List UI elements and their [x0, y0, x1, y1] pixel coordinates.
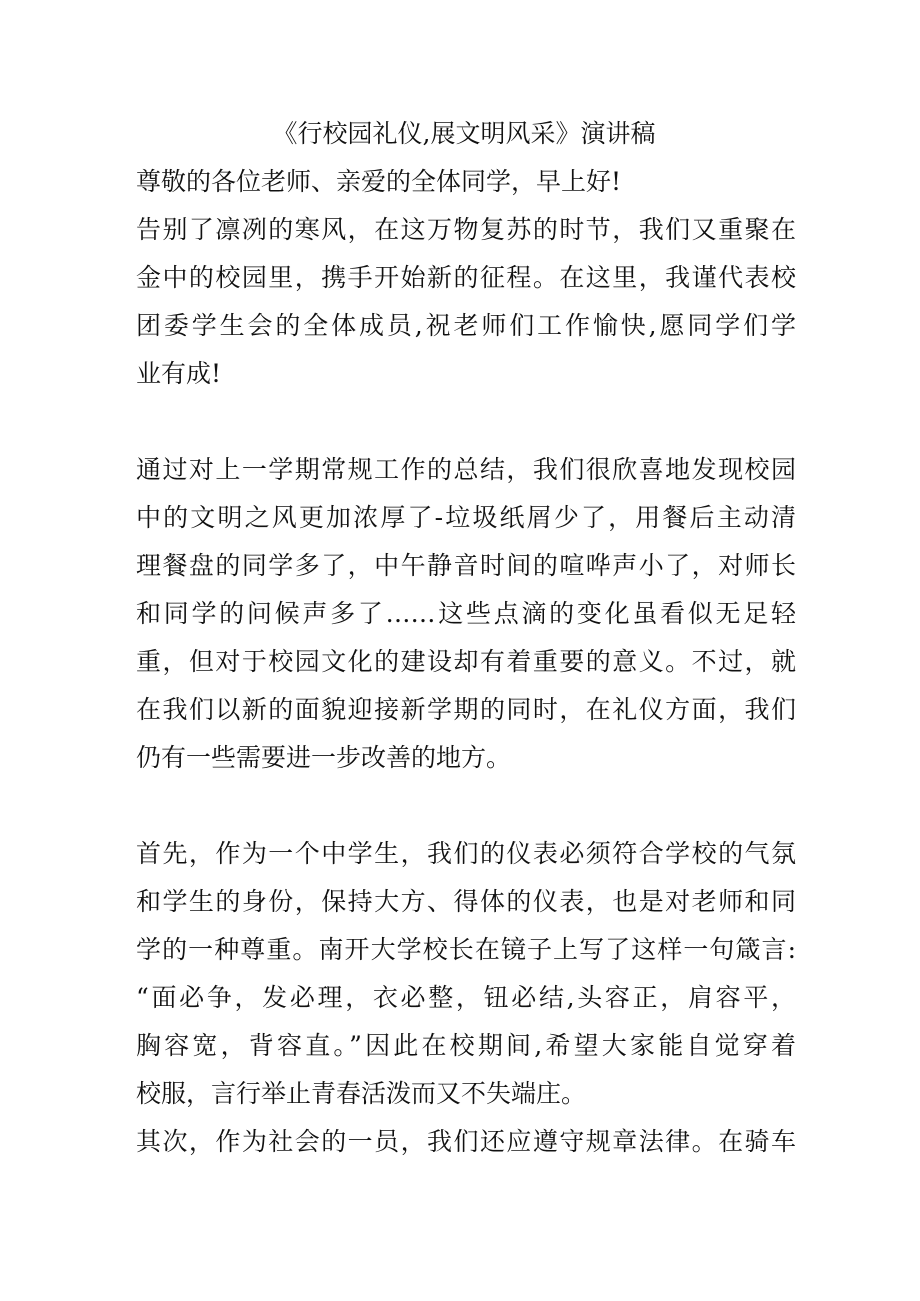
paragraph2-line-3: 理餐盘的同学多了，中午静音时间的喧哗声小了，对师长 [136, 551, 796, 580]
paragraph3-line-5: 胸容宽，背容直。”因此在校期间,希望大家能自觉穿着 [136, 1031, 796, 1060]
paragraph2-line-4: 和同学的问候声多了……这些点滴的变化虽看似无足轻 [136, 599, 796, 628]
paragraph2-line-6: 在我们以新的面貌迎接新学期的同时，在礼仪方面，我们 [136, 695, 796, 724]
paragraph2-line-2: 中的文明之风更加浓厚了-垃圾纸屑少了，用餐后主动清 [136, 503, 796, 532]
paragraph2-line-5: 重，但对于校园文化的建设却有着重要的意义。不过，就 [136, 647, 796, 676]
paragraph3-line-4: “面必争，发必理，衣必整，钮必结,头容正，肩容平， [136, 983, 796, 1012]
document-title: 《行校园礼仪,展文明风采》演讲稿 [272, 119, 656, 148]
paragraph1-line-1: 告别了凛冽的寒风，在这万物复苏的时节，我们又重聚在 [136, 215, 796, 244]
paragraph2-line-7: 仍有一些需要进一步改善的地方。 [136, 743, 512, 772]
paragraph1-line-2: 金中的校园里，携手开始新的征程。在这里，我谨代表校 [136, 263, 796, 292]
paragraph3-line-1: 首先，作为一个中学生，我们的仪表必须符合学校的气氛 [136, 839, 796, 868]
paragraph3-line-2: 和学生的身份，保持大方、得体的仪表，也是对老师和同 [136, 887, 796, 916]
paragraph1-line-4: 业有成! [136, 359, 222, 388]
paragraph3-line-6: 校服，言行举止青春活泼而又不失端庄。 [136, 1079, 587, 1108]
paragraph3-line-3: 学的一种尊重。南开大学校长在镜子上写了这样一句箴言: [136, 935, 796, 964]
paragraph2-line-1: 通过对上一学期常规工作的总结，我们很欣喜地发现校园 [136, 455, 796, 484]
greeting-line: 尊敬的各位老师、亲爱的全体同学，早上好! [136, 167, 622, 196]
paragraph4-line-1: 其次，作为社会的一员，我们还应遵守规章法律。在骑车 [136, 1127, 796, 1156]
paragraph1-line-3: 团委学生会的全体成员,祝老师们工作愉快,愿同学们学 [136, 311, 796, 340]
